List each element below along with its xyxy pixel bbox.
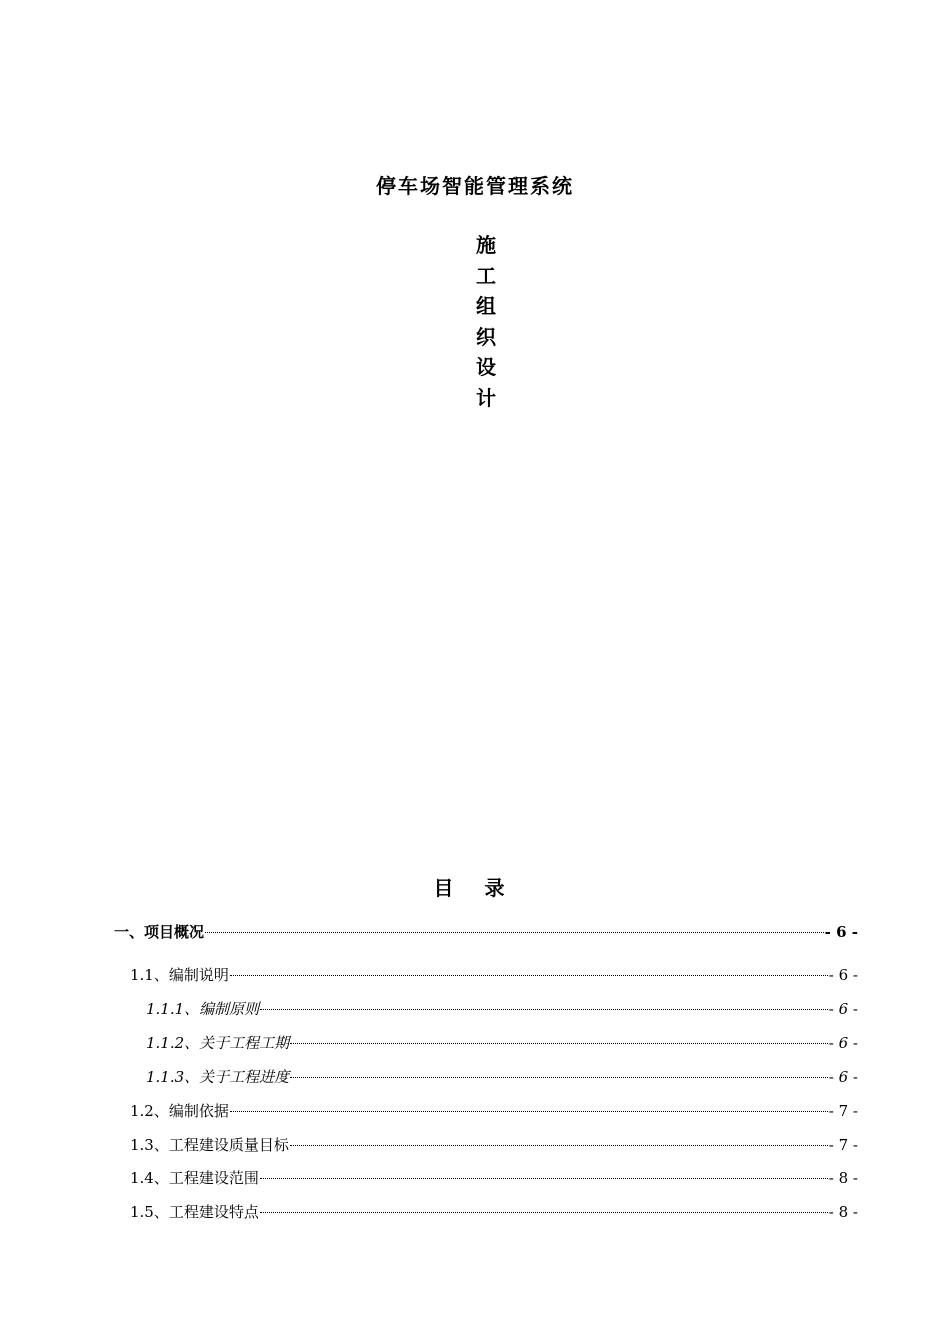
toc-dot-leader (260, 1178, 828, 1179)
toc-entry-text: 一、项目概况 (114, 923, 205, 941)
toc-entry-text: 1.1、编制说明 (130, 966, 229, 984)
toc-entry-page: - 6 - (828, 1000, 858, 1018)
toc-entry-text: 1.5、工程建设特点 (130, 1203, 259, 1221)
toc-entry-page: - 6 - (828, 966, 858, 984)
toc-entry-text: 1.1.3、关于工程进度 (146, 1068, 290, 1086)
toc-entry-text: 1.2、编制依据 (130, 1102, 229, 1120)
subtitle-char: 织 (476, 324, 496, 349)
toc-entry[interactable] (146, 1033, 858, 1053)
subtitle-char: 设 (476, 355, 496, 379)
subtitle-char: 计 (476, 385, 496, 410)
toc-entry-page: - 8 - (828, 1169, 858, 1187)
toc-entry-page: - 6 - (828, 1068, 858, 1086)
vertical-subtitle (460, 230, 512, 413)
toc-entry[interactable] (146, 1067, 858, 1087)
toc-entry[interactable] (114, 922, 858, 942)
toc-entry-page: - 6 - (828, 1034, 858, 1052)
toc-dot-leader (290, 1077, 828, 1078)
toc-entry-page: - 7 - (828, 1136, 858, 1154)
toc-entry-page: - 8 - (828, 1203, 858, 1221)
toc-dot-leader (290, 1043, 828, 1044)
toc-entry-page: - 7 - (828, 1102, 858, 1120)
toc-dot-leader (230, 975, 828, 976)
toc-entry-text: 1.1.1、编制原则 (146, 1000, 260, 1018)
toc-entry-page: - 6 - (824, 923, 858, 941)
toc-entry[interactable] (130, 1135, 858, 1155)
subtitle-char: 工 (476, 263, 496, 288)
toc-dot-leader (290, 1145, 828, 1146)
toc-entry[interactable] (146, 999, 858, 1019)
toc-dot-leader (205, 932, 824, 933)
subtitle-char: 组 (476, 294, 496, 318)
toc-entry[interactable] (130, 1101, 858, 1121)
toc-entry-text: 1.3、工程建设质量目标 (130, 1136, 289, 1154)
toc-dot-leader (260, 1212, 828, 1213)
toc-dot-leader (260, 1009, 828, 1010)
document-title: 停车场智能管理系统 (376, 174, 574, 198)
toc-entry-text: 1.4、工程建设范围 (130, 1169, 259, 1187)
toc-entry[interactable] (130, 1168, 858, 1188)
toc-entry-text: 1.1.2、关于工程工期 (146, 1034, 290, 1052)
toc-entry[interactable] (130, 965, 858, 985)
toc-entry[interactable] (130, 1202, 858, 1222)
toc-heading: 目 录 (433, 876, 517, 900)
toc-dot-leader (230, 1111, 828, 1112)
subtitle-char: 施 (476, 233, 496, 257)
